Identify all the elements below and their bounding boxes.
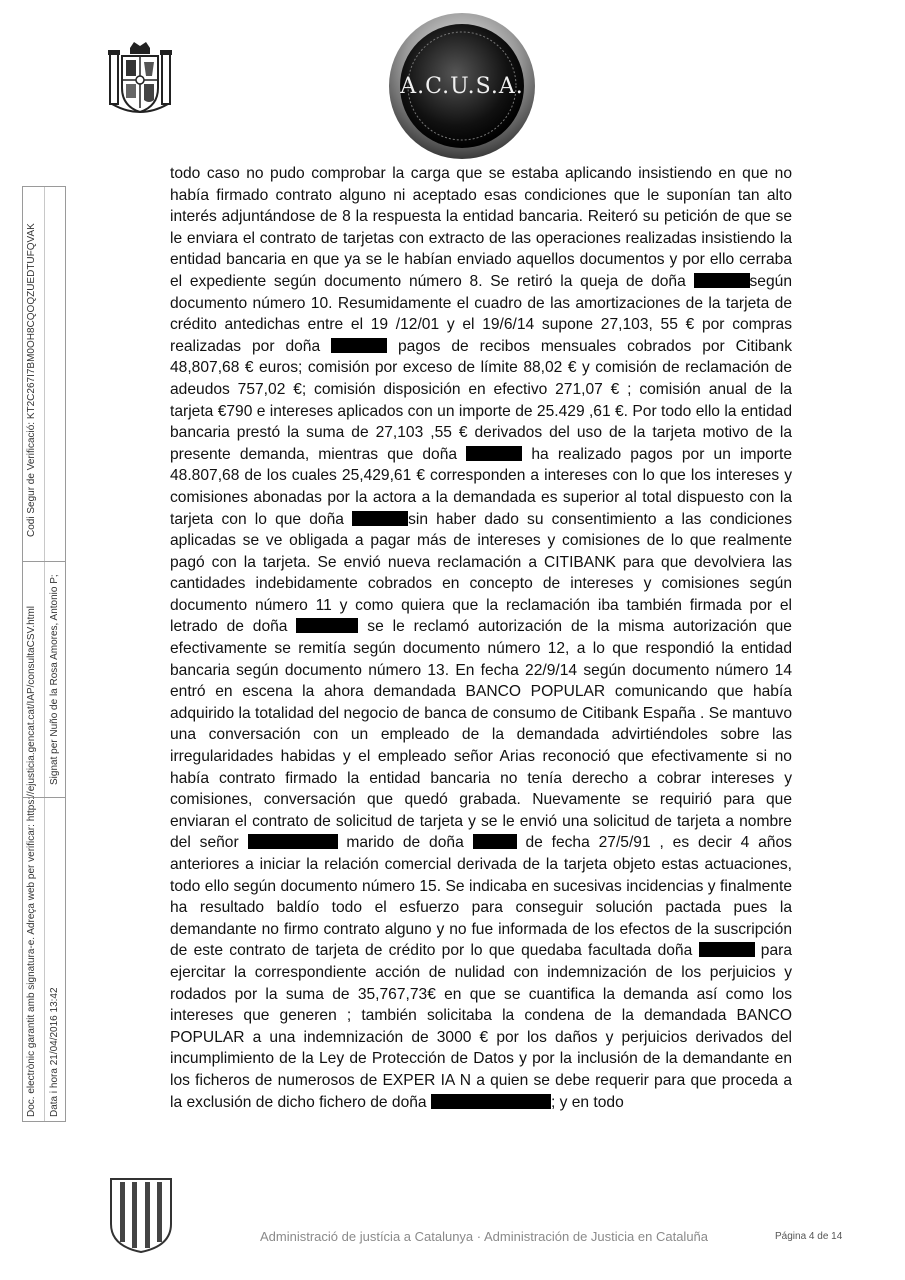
body-segment: sin haber dado su consentimiento a las condiciones aplicadas se ve obligada a pagar más de intereses y comisiones de lo que realmente pagó con la tarjeta. Se envió nueva reclamación a CITIBANK para que devolviera las cantidades indebidamente cobrados en concepto de intereses y comisiones según documento número 11 y como quiera que la reclamación iba también firmada por el letrado de doña [170,510,792,636]
body-segment: ; y en todo [550,1093,624,1111]
redaction-bar [694,273,750,288]
body-segment: según documento número 10. Resumidamente el cuadro de las amortizaciones de la tarjeta de crédito antedichas entre el 19 /12/01 y el 19/6/14 supone 27,103, 55 € por compras realizadas por doña [170,272,792,355]
acusa-seal [388,12,536,160]
body-segment: se le reclamó autorización de la misma autorización que efectivamente se remitía según documento número 12, a lo que respondió la entidad bancaria según documento número 13. En fecha 22/9/14 según documento número 14 entró en escena la ahora demandada BANCO POPULAR comunicando que había adquirido la totalidad del negocio de banca de consumo de Citibank España . Se mantuvo una conversación con un empleado de la demandada advirtiéndoles sobre las irregularidades habidas y el empleado señor Arias reconoció que efectivamente si no había contrato firmado la entidad bancaria no tenía derecho a cobrar intereses y comisiones, conversación que quedó grabada. Nuevamente se requirió para que enviaran el contrato de solicitud de tarjeta y se le envió una solicitud de tarjeta a nombre del señor [170,618,792,852]
redaction-bar [331,338,387,353]
redaction-bar [296,618,358,633]
redaction-bar [248,834,338,849]
body-segment: de fecha 27/5/91 , es decir 4 años anteriores a iniciar la relación comercial derivada de la tarjeta objeto estas actuaciones, todo ello según documento número 15. Se indicaba en sucesivas incidencias y finalmente ha resultado baldío todo el esfuerzo para conseguir solución pactada pues la demandante no firmo contrato alguno y no fue informada de los efectos de la suscripción de este contrato de tarjeta de crédito por lo que quedaba facultada doña [170,834,792,960]
redaction-bar [352,511,408,526]
footer-institution: Administració de justícia a Catalunya · Administración de Justicia en Cataluña [260,1229,709,1244]
coat-of-arms-icon [108,40,172,118]
signed-text: Signat per Nuño de la Rosa Amores, Antonio P; [49,574,60,785]
page-number: Página 4 de 14 [775,1231,843,1242]
body-segment: todo caso no pudo comprobar la carga que se estaba aplicando insistiendo en que no había firmado contrato alguno ni aceptado esas condiciones que le suponían tan alto interés adjuntándose de 8 la respuesta la entidad bancaria. Reiteró su petición de que se le enviara el contrato de tarjetas con extracto de las operaciones realizadas insistiendo la entidad bancaria en que ya se le habían enviado aquellos documentos y por ello cerraba el expediente según documento número 8. Se retiró la queja de doña [170,165,792,290]
sidebar-divider [44,187,45,1121]
body-segment: para ejercitar la correspondiente acción de nulidad con indemnización de los perjuicios y rodados por la suma de 35,767,73€ en que se cuantifica la demanda así como los intereses que generen ; también solicitaba la condena de la demandada BANCO POPULAR a una indemnización de 3000 € por los daños y perjuicios derivados del incumplimiento de la Ley de Protección de Datos y por la inclusión de la demandante en los ficheros de numerosos de EXPER IA N a quien se debe requerir para que proceda a la exclusión de dicho fichero de doña [170,942,792,1111]
redaction-bar [431,1094,551,1109]
date-text: Data i hora 21/04/2016 13:42 [49,987,60,1117]
body-segment: marido de doña [346,834,464,852]
sidebar-separator [23,561,65,562]
csv-url-text: Doc. electrònic garantit amb signatura-e. Adreça web per verificar: https://ejusticia.gencat.cat/IAP/consultaCSV.html [26,606,37,1117]
body-segment: pagos de recibos mensuales cobrados por Citibank 48,807,68 € euros; comisión por exceso de límite 88,02 € y comisión de reclamación de adeudos 757,02 €; comisión disposición en efectivo 271,07 € ; comisión anual de la tarjeta €790 e intereses aplicados con un importe de 25.429 ,61 €. Por todo ello la entidad bancaria prestó la suma de 27,103 ,55 € derivados del uso de la tarjeta motivo de la presente demanda, mientras que doña [170,337,792,463]
redaction-bar [699,942,755,957]
acusa-seal-text: A.C.U.S.A. [400,74,524,99]
redaction-bar [466,446,522,461]
csv-code-text: Codi Segur de Verificació: KT2C267I7BM0OH8CQOQZUEDTUFQVAK [26,223,37,537]
generalitat-shield-icon [108,1176,174,1254]
body-segment: ha realizado pagos por un importe 48.807,68 de los cuales 25,429,61 € corresponden a intereses con lo que los intereses y comisiones abonadas por la actora a la demandada es superior al total dispuesto con la tarjeta con lo que doña [170,445,793,528]
body-paragraph [170,163,792,1113]
verification-sidebar [22,186,66,1122]
redaction-bar [473,834,517,849]
